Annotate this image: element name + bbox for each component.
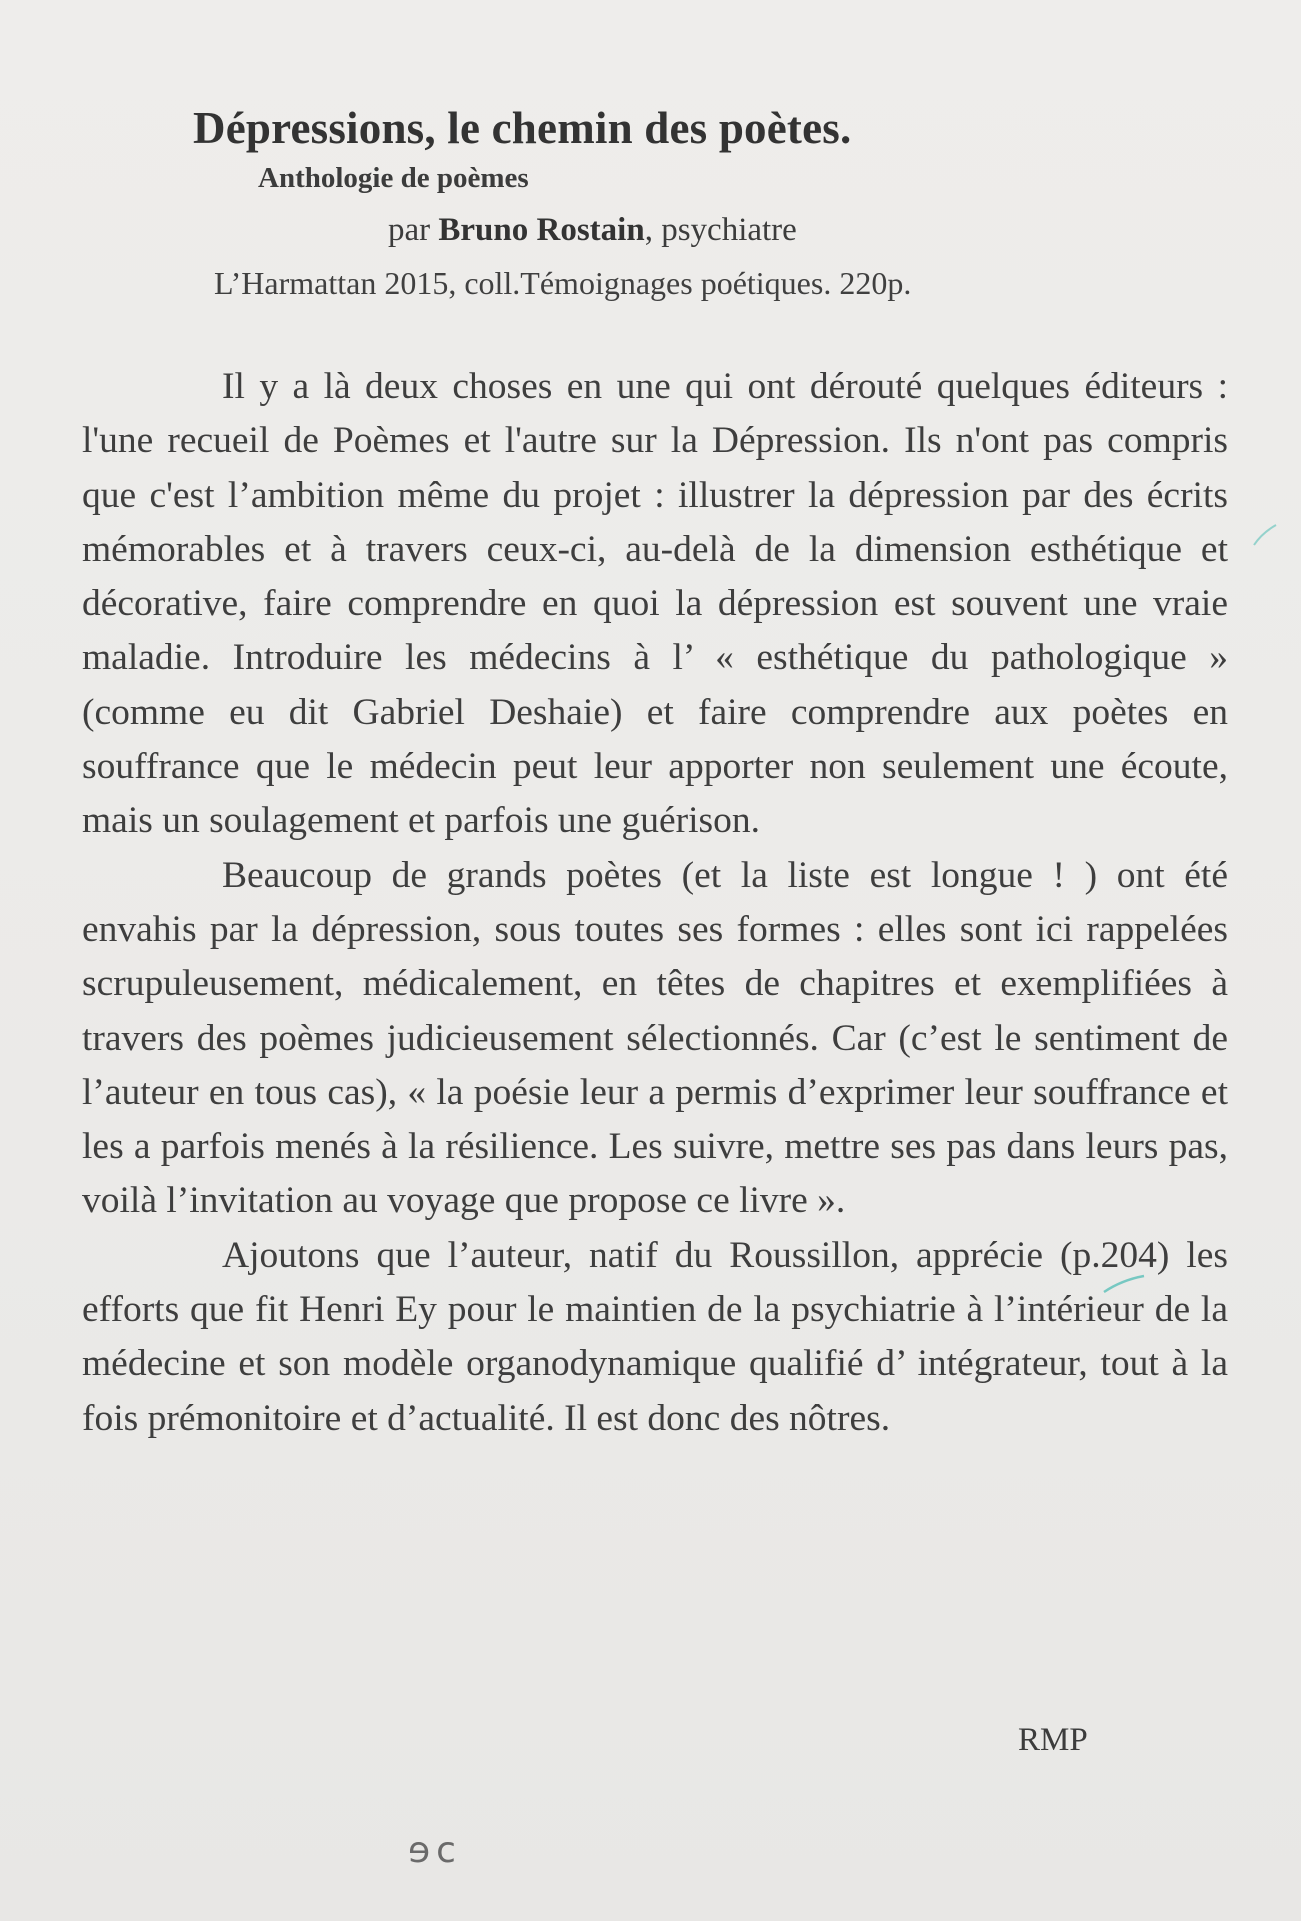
- publication-info: L’Harmattan 2015, coll.Témoignages poétiques. 220p.: [214, 265, 912, 301]
- author-name: Bruno Rostain: [438, 212, 645, 248]
- document-title: Dépressions, le chemin des poètes.: [193, 103, 852, 153]
- pen-mark-top-right: [1248, 515, 1288, 555]
- paragraph-2: Beaucoup de grands poètes (et la liste est longue ! ) ont été envahis par la dépression, sous toutes ses formes : elles sont ici rappelées scrupuleusement, médicalement, en têtes de chapitres et exemplifiées à travers des poèmes judicieusement sélectionnés. Car (c’est le sentiment de l’auteur en tous cas), « la poésie leur a permis d’exprimer leur souffrance et les a parfois menés à la résilience. Les suivre, mettre ses pas dans leurs pas, voilà l’invitation au voyage que propose ce livre ».: [82, 854, 1228, 1222]
- signature: RMP: [1018, 1722, 1088, 1758]
- byline-prefix: par: [388, 212, 439, 248]
- document-subtitle: Anthologie de poèmes: [258, 162, 529, 194]
- handwritten-note: ɘc: [408, 1830, 462, 1871]
- byline: [388, 212, 797, 249]
- byline-suffix: , psychiatre: [644, 212, 797, 248]
- paragraph-3: Ajoutons que l’auteur, natif du Roussillon, apprécie (p.204) les efforts que fit Henri Ey pour le maintien de la psychiatrie à l’intérieur de la médecine et son modèle organodynamique qualifié d’ intégrateur, tout à la fois prémonitoire et d’actualité. Il est donc des nôtres.: [82, 1234, 1228, 1439]
- review-body: [82, 360, 1228, 1446]
- paragraph-1: Il y a là deux choses en une qui ont dérouté quelques éditeurs : l'une recueil de Poèmes et l'autre sur la Dépression. Ils n'ont pas compris que c'est l’ambition même du projet : illustrer la dépression par des écrits mémorables et à travers ceux-ci, au-delà de la dimension esthétique et décorative, faire comprendre en quoi la dépression est souvent une vraie maladie. Introduire les médecins à l’ « esthétique du pathologique » (comme eu dit Gabriel Deshaie) et faire comprendre aux poètes en souffrance que le médecin peut leur apporter non seulement une écoute, mais un soulagement et parfois une guérison.: [82, 366, 1228, 842]
